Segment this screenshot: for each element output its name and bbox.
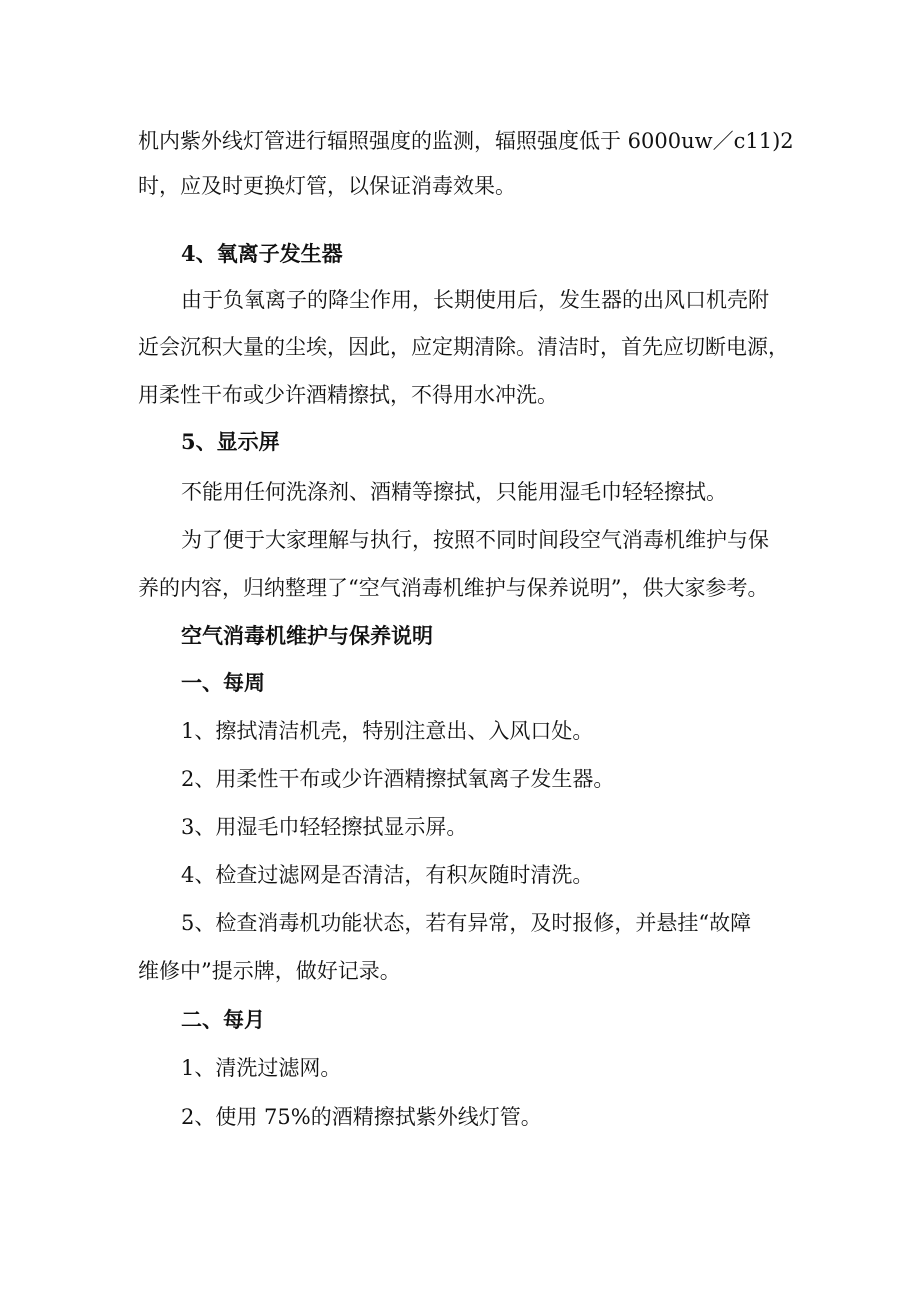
uv-paragraph-line-1: 机内紫外线灯管进行辐照强度的监测，辐照强度低于 6000uw／c11)2 [138,129,794,153]
weekly-item-3: 3、用湿毛巾轻轻擦拭显示屏。 [181,815,468,839]
weekly-item-5-line-2: 维修中”提示牌，做好记录。 [138,959,401,983]
section-5-heading: 5、显示屏 [181,429,280,454]
weekly-item-5-line-1: 5、检查消毒机功能状态，若有异常，及时报修，并悬挂“故障 [181,911,752,935]
monthly-heading: 二、每月 [181,1007,265,1032]
intro-line-1: 为了便于大家理解与执行，按照不同时间段空气消毒机维护与保 [181,528,769,552]
document-title: 空气消毒机维护与保养说明 [181,623,433,648]
weekly-item-2: 2、用柔性干布或少许酒精擦拭氧离子发生器。 [181,767,615,791]
weekly-item-1: 1、擦拭清洁机壳，特别注意出、入风口处。 [181,719,594,743]
monthly-item-1: 1、清洗过滤网。 [181,1056,342,1080]
monthly-item-2: 2、使用 75%的酒精擦拭紫外线灯管。 [181,1105,542,1129]
section-4-heading: 4、氧离子发生器 [181,241,343,266]
weekly-item-4: 4、检查过滤网是否清洁，有积灰随时清洗。 [181,863,594,887]
section-4-line-1: 由于负氧离子的降尘作用，长期使用后，发生器的出风口机壳附 [181,288,769,312]
section-4-line-3: 用柔性干布或少许酒精擦拭，不得用水冲洗。 [138,383,558,407]
uv-paragraph-line-2: 时，应及时更换灯管，以保证消毒效果。 [138,174,516,198]
weekly-heading: 一、每周 [181,670,265,695]
section-5-line-1: 不能用任何洗涤剂、酒精等擦拭，只能用湿毛巾轻轻擦拭。 [181,480,727,504]
intro-line-2: 养的内容，归纳整理了“空气消毒机维护与保养说明”，供大家参考。 [138,576,769,600]
section-4-line-2: 近会沉积大量的尘埃，因此，应定期清除。清洁时，首先应切断电源， [138,335,789,359]
